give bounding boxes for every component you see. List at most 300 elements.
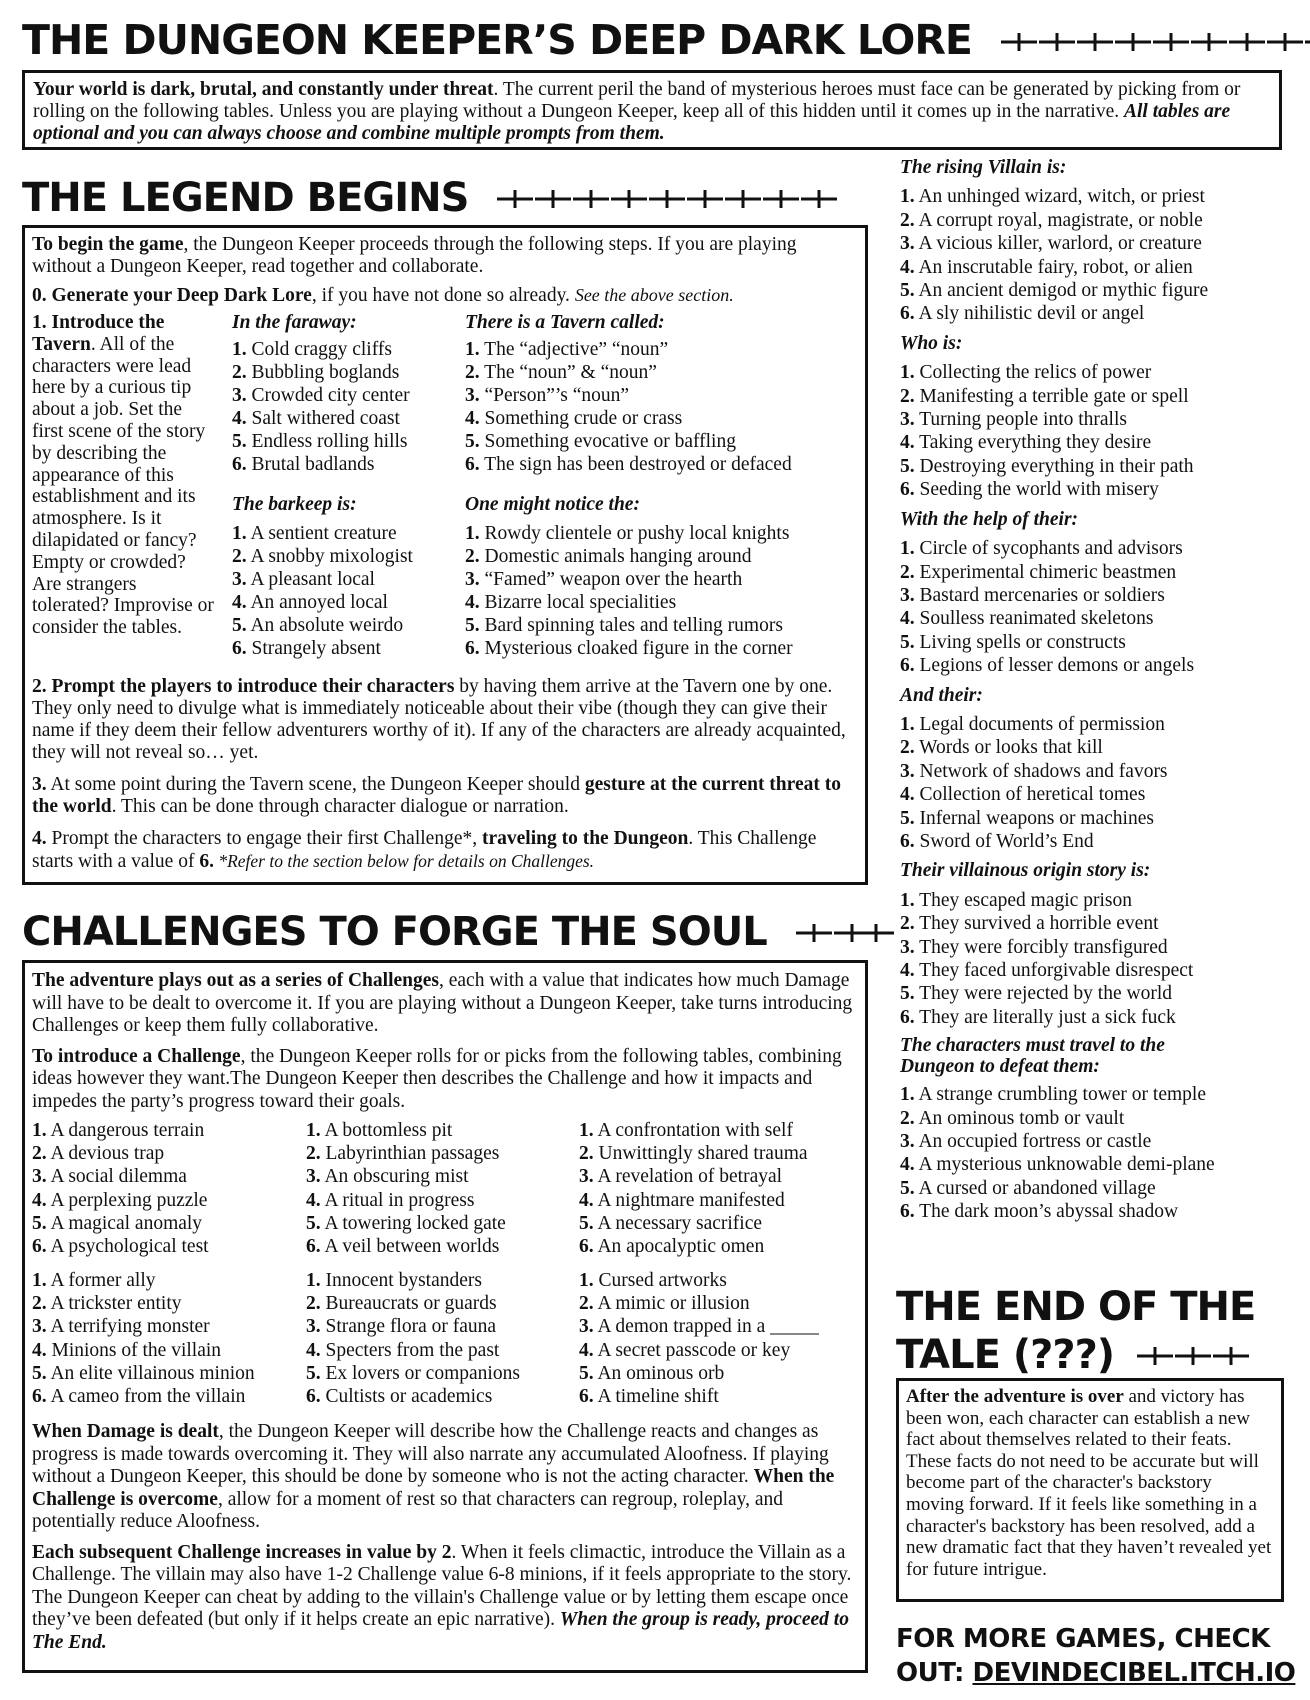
legend-title: [22, 175, 837, 221]
list-number: 6.: [32, 1236, 47, 1258]
list-item: [900, 561, 1290, 584]
list-item-text: An absolute weirdo: [250, 615, 404, 636]
list-item: [32, 1385, 255, 1408]
list-item: [465, 361, 865, 384]
list-number: 6.: [900, 1006, 915, 1028]
cross-divider-icon: [1137, 1346, 1267, 1368]
list-item-text: Strangely absent: [251, 638, 381, 659]
list-item: [465, 545, 865, 568]
lore-intro-box: [22, 70, 1282, 150]
list-number: 1.: [232, 339, 247, 360]
lore-intro-text: . The current peril the band of mysterious heroes must face can be generated by picking from or rolling on the following tables. Unless you are playing without a Dungeon Keeper, keep all of this hidden until it comes up in the narrative.: [33, 79, 1241, 122]
list-item-text: Sword of World’s End: [919, 830, 1094, 852]
list-item: [306, 1292, 520, 1315]
list-number: 5.: [306, 1212, 321, 1234]
table-list: [900, 1083, 1290, 1223]
list-item-text: “Person”’s “noun”: [484, 385, 630, 406]
list-item: [900, 936, 1290, 959]
step-4-text-b: . This Challenge starts with a value of: [32, 828, 817, 872]
list-item: [32, 1292, 255, 1315]
list-number: 2.: [579, 1293, 594, 1315]
list-item-text: Manifesting a terrible gate or spell: [919, 385, 1189, 407]
legend-title-text: THE LEGEND BEGINS: [22, 175, 469, 221]
list-item-text: Circle of sycophants and advisors: [919, 538, 1183, 560]
list-item: [32, 1165, 209, 1188]
challenge-table-5: [306, 1269, 520, 1408]
list-item: [900, 982, 1290, 1005]
list-item: [232, 384, 452, 407]
list-item-text: A devious trap: [50, 1143, 165, 1165]
list-item: [900, 807, 1290, 830]
list-item: [900, 713, 1290, 736]
list-item: [306, 1339, 520, 1362]
list-number: 5.: [579, 1212, 594, 1234]
table-barkeep: [232, 494, 452, 660]
step-number: 2.: [32, 676, 47, 697]
list-number: 2.: [900, 561, 915, 583]
table-title: And their:: [900, 684, 983, 706]
list-number: 1.: [32, 1120, 47, 1141]
challenges-p3: [32, 1421, 858, 1534]
list-item-text: Turning people into thralls: [919, 409, 1127, 431]
list-item-text: An elite villainous minion: [50, 1362, 255, 1384]
list-item-text: A social dilemma: [50, 1166, 187, 1188]
list-number: 3.: [306, 1316, 321, 1338]
list-item-text: Bard spinning tales and telling rumors: [484, 615, 783, 636]
list-item: [232, 614, 452, 637]
list-item: [900, 760, 1290, 783]
list-item-text: A demon trapped in a _____: [597, 1316, 819, 1338]
challenges-p2-bold: To introduce a Challenge: [32, 1045, 241, 1067]
challenges-p1-text: , each with a value that indicates how much Damage will have to be dealt to overcome it. If you are playing without a Dungeon Keeper, take turns introducing Challenges or keep them fully collaborative.: [32, 970, 853, 1036]
list-number: 3.: [232, 569, 247, 590]
list-number: 3.: [900, 760, 915, 782]
list-number: 5.: [900, 280, 915, 302]
list-item-text: A cameo from the villain: [50, 1386, 246, 1408]
list-item-text: A nightmare manifested: [597, 1189, 785, 1211]
list-item-text: They are literally just a sick fuck: [919, 1006, 1176, 1028]
list-number: 4.: [579, 1339, 594, 1361]
list-item-text: “Famed” weapon over the hearth: [484, 569, 743, 590]
list-number: 2.: [900, 1107, 915, 1129]
list-number: 4.: [900, 960, 915, 981]
list-item: [232, 361, 452, 384]
list-item: [465, 522, 865, 545]
list-number: 1.: [579, 1270, 594, 1291]
step-1-bold: Introduce the Tavern: [32, 312, 165, 355]
list-item: [579, 1212, 808, 1235]
list-item: [900, 209, 1290, 232]
list-number: 6.: [900, 1201, 915, 1223]
list-item: [232, 430, 452, 453]
list-number: 3.: [465, 569, 480, 590]
list-item: [232, 407, 452, 430]
table-tavern-name: [465, 312, 865, 476]
list-item-text: Labyrinthian passages: [325, 1143, 500, 1165]
step-1-text: . All of the characters were lead here by a curious tip about a job. Set the first scene of the story by describing the appearance of this establishment and its atmosphere. Is it dilapidated or fancy? Empty or crowded? Are strangers tolerated? Improvise or consider the tables.: [32, 333, 214, 639]
list-item: [900, 631, 1290, 654]
list-item: [232, 453, 452, 476]
list-item-text: A necessary sacrifice: [597, 1212, 763, 1234]
table-list: [900, 185, 1290, 325]
list-number: 1.: [32, 1270, 47, 1291]
list-number: 2.: [465, 546, 480, 567]
list-item-text: Cold craggy cliffs: [251, 339, 392, 360]
list-item-text: Rowdy clientele or pushy local knights: [484, 523, 790, 544]
list-item: [32, 1339, 255, 1362]
list-number: 4.: [465, 408, 480, 429]
step-0-bold: Generate your Deep Dark Lore: [51, 285, 312, 306]
table-title: The barkeep is:: [232, 494, 357, 515]
list-item: [465, 453, 865, 476]
list-item: [579, 1165, 808, 1188]
list-item: [306, 1142, 506, 1165]
table-faraway: [232, 312, 452, 476]
list-number: 6.: [232, 454, 247, 475]
challenges-p4-bold: Each subsequent Challenge increases in value by 2: [32, 1541, 452, 1563]
list-number: 4.: [306, 1189, 321, 1211]
list-item-text: Something crude or crass: [484, 408, 683, 429]
list-item-text: A revelation of betrayal: [597, 1166, 783, 1188]
list-item-text: An ancient demigod or mythic figure: [918, 280, 1209, 302]
list-number: 4.: [32, 1339, 47, 1361]
list-item: [232, 522, 452, 545]
cross-divider-icon: [497, 189, 837, 211]
legend-step-3: [32, 774, 858, 818]
list-item: [465, 614, 865, 637]
lore-title: [22, 16, 1310, 64]
list-item: [465, 591, 865, 614]
step-4-value: 6.: [199, 851, 214, 872]
list-number: 5.: [900, 807, 915, 829]
list-item-text: A strange crumbling tower or temple: [918, 1084, 1206, 1106]
list-number: 4.: [900, 256, 915, 278]
list-item: [900, 959, 1290, 982]
step-number: 1.: [32, 312, 47, 333]
list-item: [900, 279, 1290, 302]
list-item-text: Legal documents of permission: [919, 713, 1165, 735]
legend-intro: [32, 234, 858, 278]
list-item-text: A psychological test: [50, 1236, 209, 1258]
table-title: The characters must travel to the Dungeon to defeat them:: [900, 1035, 1165, 1078]
list-number: 3.: [232, 385, 247, 406]
table-title: In the faraway:: [232, 312, 357, 333]
list-number: 4.: [32, 1189, 47, 1211]
list-number: 1.: [465, 339, 480, 360]
list-number: 3.: [32, 1166, 47, 1188]
list-item-text: Ex lovers or companions: [325, 1362, 520, 1384]
list-item: [900, 607, 1290, 630]
table-title: The rising Villain is:: [900, 157, 1067, 178]
list-number: 5.: [900, 983, 915, 1005]
list-item: [900, 302, 1290, 325]
list-item: [32, 1119, 209, 1142]
list-number: 5.: [32, 1212, 47, 1234]
table-title: Who is:: [900, 332, 963, 354]
list-item-text: Bubbling boglands: [251, 362, 400, 383]
legend-step-0: [32, 284, 858, 307]
list-item: [232, 545, 452, 568]
list-item-text: Endless rolling hills: [251, 431, 408, 452]
list-item-text: The sign has been destroyed or defaced: [484, 454, 792, 475]
challenges-box: [22, 960, 868, 1673]
legend-step-2: [32, 676, 858, 764]
list-number: 1.: [900, 1084, 915, 1106]
list-number: 3.: [900, 409, 915, 431]
legend-step-4: [32, 828, 858, 873]
list-item-text: They survived a horrible event: [919, 913, 1159, 935]
list-item-text: The dark moon’s abyssal shadow: [919, 1201, 1179, 1223]
list-item-text: Unwittingly shared trauma: [598, 1143, 808, 1165]
challenge-tables: [32, 1119, 858, 1417]
list-item-text: Cultists or academics: [325, 1386, 493, 1408]
list-number: 5.: [32, 1362, 47, 1384]
list-item: [579, 1292, 819, 1315]
list-item: [900, 455, 1290, 478]
list-item: [900, 1006, 1290, 1029]
challenges-title-text: CHALLENGES TO FORGE THE SOUL: [22, 909, 767, 955]
step-2-bold: Prompt the players to introduce their characters: [51, 676, 455, 697]
list-item: [232, 338, 452, 361]
table-list: [900, 537, 1290, 677]
list-item: [900, 537, 1290, 560]
list-number: 1.: [900, 362, 915, 384]
list-item: [306, 1362, 520, 1385]
list-number: 6.: [579, 1386, 594, 1408]
list-item-text: A ritual in progress: [324, 1189, 475, 1211]
list-item-text: A veil between worlds: [324, 1236, 500, 1258]
list-item: [232, 637, 452, 660]
list-number: 5.: [306, 1362, 321, 1384]
list-item: [900, 408, 1290, 431]
list-number: 2.: [900, 913, 915, 935]
list-item: [900, 1107, 1290, 1130]
list-number: 4.: [579, 1189, 594, 1211]
step-number: 4.: [32, 828, 47, 849]
list-item-text: Living spells or constructs: [919, 631, 1126, 653]
list-item-text: A bottomless pit: [324, 1120, 453, 1141]
list-item-text: Bastard mercenaries or soldiers: [919, 584, 1165, 606]
list-item: [306, 1212, 506, 1235]
list-number: 1.: [306, 1120, 321, 1141]
list-item-text: An unhinged wizard, witch, or priest: [918, 186, 1205, 208]
villain-tables: [900, 156, 1290, 1224]
list-item-text: A sly nihilistic devil or angel: [918, 303, 1145, 325]
list-item-text: Something evocative or baffling: [484, 431, 736, 452]
list-item: [32, 1142, 209, 1165]
table-list: [900, 361, 1290, 501]
list-item-text: Crowded city center: [251, 385, 410, 406]
list-item: [900, 1130, 1290, 1153]
list-item-text: A trickster entity: [50, 1293, 182, 1315]
list-number: 6.: [579, 1236, 594, 1258]
end-title: [896, 1283, 1267, 1379]
challenge-table-6: [579, 1269, 819, 1408]
table-title: Their villainous origin story is:: [900, 860, 1151, 882]
list-item-text: A terrifying monster: [50, 1316, 210, 1338]
list-item: [579, 1189, 808, 1212]
challenge-table-4: [32, 1269, 255, 1408]
challenge-table-2: [306, 1119, 506, 1258]
list-item: [32, 1189, 209, 1212]
list-item-text: Cursed artworks: [598, 1270, 727, 1291]
list-item: [306, 1269, 520, 1292]
list-item-text: They were rejected by the world: [919, 983, 1172, 1005]
list-item-text: An apocalyptic omen: [597, 1236, 765, 1258]
list-item-text: Innocent bystanders: [325, 1270, 482, 1291]
list-number: 6.: [306, 1386, 321, 1408]
challenges-p4-text: . When it feels climactic, introduce the Villain as a Challenge. The villain may also have 1-2 Challenge value 6-8 minions, if it feels appropriate to the story. The Dungeon Keeper can cheat by adding to the villain's Challenge value or by letting them escape once they’ve been defeated (but only if it helps create an epic narrative).: [32, 1541, 852, 1630]
list-number: 6.: [900, 303, 915, 325]
challenges-title: [22, 909, 896, 955]
list-item: [232, 591, 452, 614]
list-item-text: A mysterious unknowable demi-plane: [918, 1154, 1215, 1176]
list-item-text: Seeding the world with misery: [919, 479, 1159, 501]
list-item-text: A sentient creature: [250, 523, 397, 544]
step-4-bold: traveling to the Dungeon: [481, 828, 689, 849]
end-box: [896, 1378, 1284, 1602]
list-item-text: A perplexing puzzle: [50, 1189, 208, 1211]
end-bold: After the adventure is over: [906, 1386, 1124, 1407]
list-item: [465, 568, 865, 591]
legend-intro-bold: To begin the game: [32, 234, 184, 255]
list-number: 5.: [465, 431, 480, 452]
list-item: [900, 830, 1290, 853]
list-item-text: A pleasant local: [250, 569, 375, 590]
list-number: 2.: [232, 362, 247, 383]
list-item: [900, 185, 1290, 208]
list-number: 2.: [32, 1293, 47, 1315]
list-number: 4.: [232, 592, 247, 613]
challenges-p2-text: , the Dungeon Keeper rolls for or picks from the following tables, combining ideas however they want.The Dungeon Keeper then describes the Challenge and how it impacts and impedes the party’s progress toward their goals.: [32, 1045, 842, 1112]
list-item-text: A magical anomaly: [50, 1212, 203, 1234]
list-item: [306, 1119, 506, 1142]
lore-intro: [33, 79, 1271, 145]
list-item: [465, 430, 865, 453]
list-item-text: Collecting the relics of power: [919, 362, 1152, 384]
list-item-text: They were forcibly transfigured: [919, 936, 1168, 958]
list-item-text: Salt withered coast: [251, 408, 400, 429]
list-item-text: They faced unforgivable disrespect: [919, 960, 1194, 981]
list-number: 3.: [900, 584, 915, 606]
list-item: [579, 1362, 819, 1385]
list-number: 1.: [900, 186, 915, 208]
challenge-table-1: [32, 1119, 209, 1258]
list-item-text: A cursed or abandoned village: [918, 1177, 1156, 1199]
challenges-p3-text-b: , allow for a moment of rest so that characters can regroup, roleplay, and potentially reduce Aloofness.: [32, 1488, 784, 1532]
list-number: 5.: [232, 431, 247, 452]
list-number: 4.: [900, 1154, 915, 1176]
list-item: [900, 361, 1290, 384]
list-item: [579, 1142, 808, 1165]
list-item: [900, 1083, 1290, 1106]
list-number: 1.: [900, 538, 915, 560]
step-3-bold: gesture at the current threat to the world: [32, 774, 841, 817]
list-number: 2.: [232, 546, 247, 567]
list-number: 3.: [900, 1131, 915, 1153]
list-item-text: An inscrutable fairy, robot, or alien: [918, 256, 1193, 278]
challenges-p2: [32, 1046, 858, 1114]
list-number: 6.: [900, 830, 915, 852]
list-item-text: Infernal weapons or machines: [919, 807, 1154, 829]
list-item: [579, 1315, 819, 1338]
list-number: 6.: [232, 638, 247, 659]
list-item-text: A corrupt royal, magistrate, or noble: [918, 209, 1203, 231]
list-item-text: Taking everything they desire: [919, 432, 1152, 454]
challenges-p3-bold: When Damage is dealt: [32, 1421, 219, 1442]
list-number: 1.: [579, 1120, 594, 1141]
list-number: 2.: [306, 1293, 321, 1315]
table-title: With the help of their:: [900, 508, 1079, 530]
list-item: [232, 568, 452, 591]
list-item: [32, 1269, 255, 1292]
footer: [896, 1622, 1295, 1690]
list-item-text: A towering locked gate: [324, 1212, 506, 1234]
list-item: [32, 1362, 255, 1385]
list-item-text: Strange flora or fauna: [325, 1316, 497, 1338]
list-item: [900, 912, 1290, 935]
list-item-text: A timeline shift: [597, 1386, 719, 1408]
step-number: 3.: [32, 774, 47, 795]
step-2-text: by having them arrive at the Tavern one by one. They only need to divulge what is immediately noticeable about their vibe (though they can give their name if they deem their fellow adventurers worthy of it). If any of the characters are already acquainted, they will not reveal so… yet.: [32, 676, 846, 763]
list-number: 3.: [465, 385, 480, 406]
list-number: 1.: [306, 1270, 321, 1291]
footer-prefix: OUT:: [896, 1658, 973, 1688]
list-item-text: Network of shadows and favors: [919, 760, 1168, 782]
list-item: [900, 584, 1290, 607]
list-item-text: Bizarre local specialities: [484, 592, 677, 613]
step-4-text-a: Prompt the characters to engage their first Challenge*,: [46, 828, 482, 849]
footer-line-2: [896, 1656, 1295, 1690]
list-item-text: Bureaucrats or guards: [325, 1293, 497, 1315]
list-number: 4.: [900, 608, 915, 630]
list-number: 1.: [465, 523, 480, 544]
list-number: 6.: [465, 454, 480, 475]
list-item-text: Destroying everything in their path: [919, 455, 1194, 477]
table-title: There is a Tavern called:: [465, 312, 665, 333]
list-item-text: Mysterious cloaked figure in the corner: [484, 638, 793, 659]
end-text: [906, 1386, 1274, 1580]
list-number: 3.: [900, 936, 915, 958]
list-item-text: A dangerous terrain: [50, 1120, 205, 1141]
challenges-p4-italic: When the group is ready, proceed to The End.: [32, 1609, 849, 1653]
list-item: [465, 338, 865, 361]
step-0-text: , if you have not done so already.: [311, 285, 575, 306]
list-item-text: The “adjective” “noun”: [484, 339, 669, 360]
list-number: 6.: [465, 638, 480, 659]
legend-step-1: [32, 312, 218, 639]
list-number: 1.: [232, 523, 247, 544]
table-list: [465, 522, 865, 660]
challenges-p4: [32, 1542, 858, 1655]
list-number: 4.: [306, 1339, 321, 1361]
list-item: [465, 384, 865, 407]
table-list: [900, 713, 1290, 853]
table-title: One might notice the:: [465, 494, 640, 515]
itch-link[interactable]: DEVINDECIBEL.ITCH.IO: [972, 1658, 1296, 1688]
list-item: [900, 1153, 1290, 1176]
list-item: [900, 385, 1290, 408]
list-number: 6.: [306, 1236, 321, 1258]
list-item-text: Collection of heretical tomes: [919, 784, 1146, 806]
list-number: 5.: [465, 615, 480, 636]
list-item-text: An ominous orb: [597, 1362, 725, 1384]
lore-title-text: THE DUNGEON KEEPER’S DEEP DARK LORE: [22, 16, 972, 64]
list-item: [306, 1315, 520, 1338]
list-item-text: Specters from the past: [325, 1339, 500, 1361]
list-item: [900, 232, 1290, 255]
list-item: [900, 1177, 1290, 1200]
